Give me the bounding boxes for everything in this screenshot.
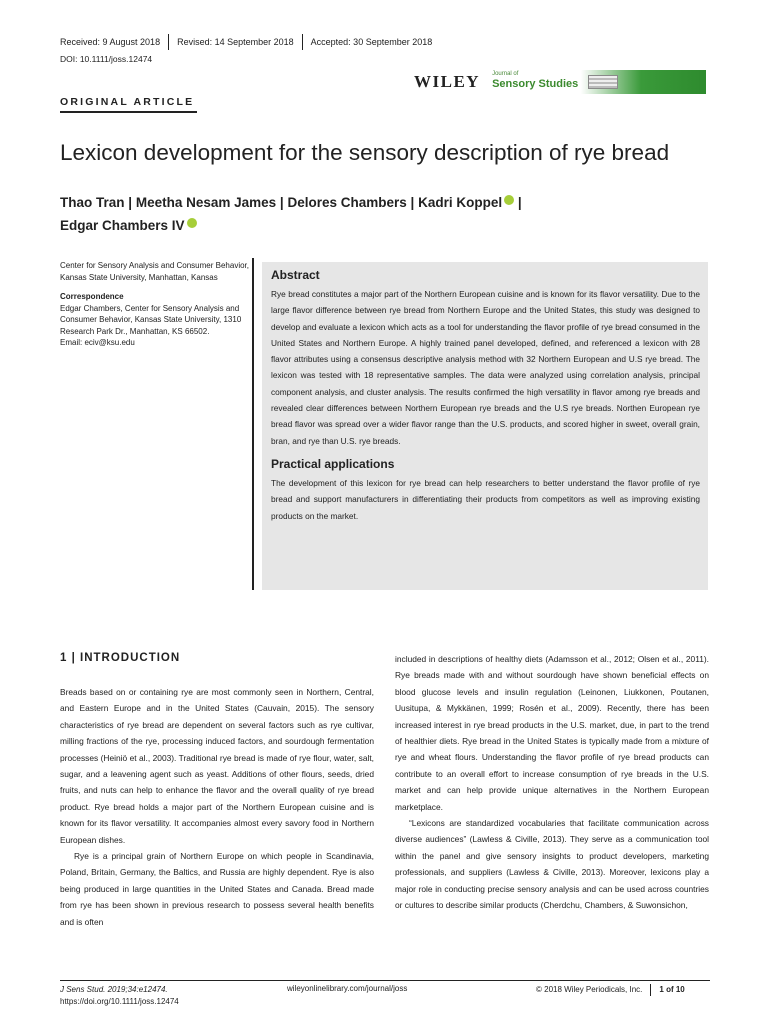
footer-rule (60, 980, 710, 981)
doi-link[interactable]: https://doi.org/10.1111/joss.12474 (60, 997, 179, 1006)
abstract-divider (252, 258, 254, 590)
orcid-icon[interactable] (187, 218, 197, 228)
body-column-right (395, 651, 709, 914)
author-separator: | (279, 195, 284, 210)
article-type-underline (60, 111, 197, 113)
journal-brand (414, 70, 706, 94)
correspondence-email[interactable]: Email: eciv@ksu.edu (60, 338, 135, 347)
journal-small-label: Journal of (492, 71, 519, 77)
doi: DOI: 10.1111/joss.12474 (60, 54, 153, 64)
practical-applications-text: The development of this lexicon for rye bread can help researchers to better understand the flavor profile of rye bread and support manufacturers in differentiating their products from competitors as well as improving existing products on the market. (271, 477, 700, 521)
body-column-left (60, 684, 374, 930)
paragraph: Breads based on or containing rye are most commonly seen in Northern, Central, and Eastern Europe and in the United States (Cauvain, 2015). The sensory characteristics of rye bread are dependent on several factors such as rye cultivar, milling fractions of the rye, processing induced factors, and sourdough fermentation processes (Heiniö et al., 2003). Traditional rye bread is made of rye flour, water, salt, sugar, and a leavening agent such as yeast. Additions of other flours, seeds, dried fruits, and nuts can help to enhance the flavor and the overall quality of rye bread product. Rye bread holds a major part of the Northern European cuisine and is known for its flavor versatility. It accompanies almost every savory food in Northern European dishes. (60, 687, 374, 845)
journal-banner (490, 70, 706, 94)
page-number: 1 of 10 (659, 985, 685, 994)
affiliation: Center for Sensory Analysis and Consumer Behavior, Kansas State University, Manhattan, Kansas (60, 261, 249, 282)
abstract-text: Rye bread constitutes a major part of the Northern European cuisine and is known for its flavor versatility. Due to the large flavor difference between rye bread from Northern Europe and the United States, this study was designed to develop and evaluate a lexicon which acts as a tool for understanding the flavor profile of rye bread consumed in the United States and Northern Europe. A highly trained panel developed, defined, and referenced a lexicon with 28 flavor attributes using a consensus descriptive analysis method with 32 Northern European and U.S rye bread. The lexicon was tested with 18 representative samples. The data were analyzed using correlation analysis, principal component analysis, and cluster analysis. The results confirmed the high versatility in flavor among rye breads and revealed clear differences between Northern European rye breads and the U.S rye breads. Northen European rye bread flavor was spread over a wider flavor range than the U.S. products, and scored higher in sweet, overall grain, bran, and rye than U.S. rye breads. (271, 289, 700, 446)
affiliation-block (60, 260, 250, 349)
correspondence-address: Edgar Chambers, Center for Sensory Analysis and Consumer Behavior, Kansas State University, 1310 Research Park Dr., Manhattan, KS 66502. (60, 303, 242, 336)
author[interactable]: Kadri Koppel (418, 195, 503, 210)
paragraph: “Lexicons are standardized vocabularies that facilitate communication across diverse audiences” (Lawless & Civille, 2013). They serve as a communication tool within the panel and give sensory insights to product developers, marketing professionals, and suppliers (Lawless & Civille, 2013). Moreover, lexicons play a major role in conducting precise sensory analysis and can be used across countries or cultures to describe similar products (Cherdchu, Chambers, & Suwonsichon, (395, 818, 709, 911)
author-separator: | (128, 195, 133, 210)
revised-date: Revised: 14 September 2018 (168, 34, 302, 50)
citation: J Sens Stud. 2019;34:e12474. (60, 985, 168, 994)
section-heading: 1 | INTRODUCTION (60, 652, 181, 664)
footer-right (536, 984, 685, 996)
abstract-heading: Abstract (271, 268, 320, 282)
publisher-logo: WILEY (414, 72, 481, 91)
orcid-icon[interactable] (504, 195, 514, 205)
journal-url[interactable]: wileyonlinelibrary.com/journal/joss (287, 984, 408, 993)
paragraph: included in descriptions of healthy diets (Adamsson et al., 2012; Olsen et al., 2011). Rye breads made with and without sourdough have shown beneficial effects on blood glucose levels and insulin regulation (Leinonen, Liukkonen, Poutanen, Uusitupa, & Mykkänen, 1999; Rosén et al., 2009). Recently, there has been increased interest in rye bread products in the U.S. market, due, in part to the trend of healthier diets. Rye bread in the United States is typically made from a mixture of rye and wheat flours. Understanding the flavor profile of rye bread products can contribute to an overall effort to increase consumption of rye breads in the U.S. market and can help provide unique alternatives in the Northern European marketplace. (395, 654, 709, 812)
article-title: Lexicon development for the sensory description of rye bread (60, 140, 670, 165)
author-separator: | (410, 195, 415, 210)
author[interactable]: Thao Tran (60, 195, 125, 210)
footer-citation (60, 984, 179, 1008)
journal-name: Sensory Studies (492, 78, 579, 90)
author[interactable]: Delores Chambers (287, 195, 407, 210)
abstract-box (262, 262, 708, 590)
article-dates (60, 34, 440, 50)
author-separator: | (517, 195, 522, 210)
copyright: © 2018 Wiley Periodicals, Inc. (536, 984, 651, 996)
author-list (60, 191, 720, 237)
paragraph: Rye is a principal grain of Northern Europe on which people in Scandinavia, Poland, Britain, Germany, the Baltics, and Russia are highly dependent. Rye is also being produced in large quantities in the United States and Canada. Bread made from rye has been shown in previous research to possess several health benefits and is often (60, 851, 374, 927)
received-date: Received: 9 August 2018 (60, 37, 161, 47)
article-type: ORIGINAL ARTICLE (60, 96, 195, 108)
practical-applications-heading: Practical applications (271, 456, 395, 471)
author[interactable]: Edgar Chambers IV (60, 218, 185, 233)
correspondence-heading: Correspondence (60, 292, 124, 301)
society-logo-icon (588, 75, 618, 89)
author[interactable]: Meetha Nesam James (135, 195, 277, 210)
accepted-date: Accepted: 30 September 2018 (302, 34, 441, 50)
